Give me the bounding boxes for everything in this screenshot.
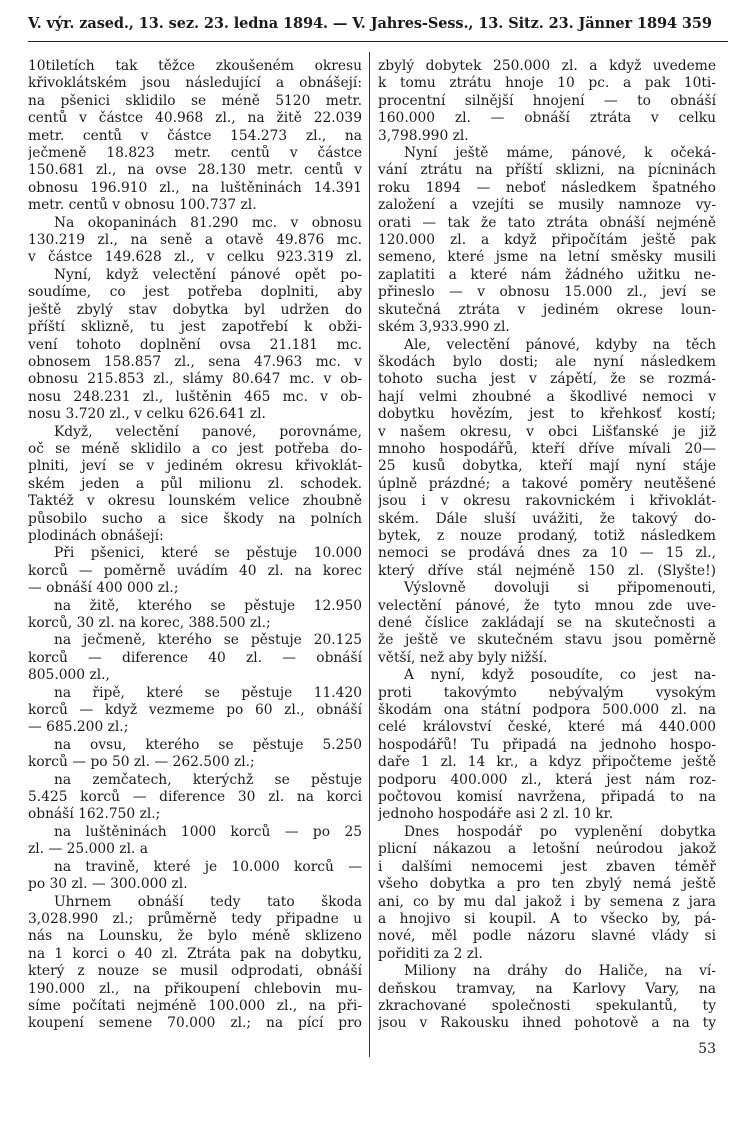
text-line: nové, měl podle názoru slavné vlády si xyxy=(378,928,716,945)
text-line: jednoho hospodáře asi 2 zl. 10 kr. xyxy=(378,806,614,823)
text-line: síme počítati nejméně 100.000 zl., na při- xyxy=(28,997,362,1014)
text-line: k tomu ztrátu hnoje 10 pc. a pak 10ti- xyxy=(378,75,716,92)
text-line: daře 1 zl. 14 kr., a kdyz připočteme ještě xyxy=(378,754,716,771)
text-line: ském. Dále sluší uvážiti, že takový do- xyxy=(378,510,716,527)
text-line: na travině, které je 10.000 korců — xyxy=(54,858,362,875)
text-line: škodách bylo dosti; ale nyní následkem xyxy=(378,353,716,370)
text-line: působilo sucho a sice škody na polních xyxy=(28,510,362,527)
text-line: 3,028.990 zl.; průměrně tedy připadne u xyxy=(28,910,362,927)
text-line: škodám ona státní podpora 500.000 zl. na xyxy=(378,702,716,719)
text-line: zl. — 25.000 zl. a xyxy=(28,841,148,858)
text-line: Dnes hospodář po vyplenění dobytka xyxy=(404,823,716,840)
text-line: ském jeden a půl milionu zl. schodek. xyxy=(28,475,362,492)
text-line: že ještě ve skutečném stavu jsou poměrně xyxy=(378,632,716,649)
text-line: obnosu 196.910 zl., na luštěninách 14.391 xyxy=(28,179,362,196)
text-line: korců — když vezmeme po 60 zl., obnáší xyxy=(28,702,362,719)
text-line: jsou i v okresu rakovnickém i křivoklát- xyxy=(378,493,716,510)
text-line: proti takovýmto nebývalým vysokým xyxy=(378,684,716,701)
text-line: Na okopaninách 81.290 mc. v obnosu xyxy=(54,214,362,231)
text-line: velectění pánové, že tyto mnou zde uve- xyxy=(378,597,716,614)
text-line: na ovsu, kterého se pěstuje 5.250 xyxy=(54,736,362,753)
text-line: 10tiletích tak těžce zkoušeném okresu xyxy=(28,58,362,74)
text-line: obnáší 162.750 zl.; xyxy=(28,806,161,823)
left-column xyxy=(28,58,362,1033)
text-line: přineslo — v obnosu 15.000 zl., jeví se xyxy=(378,284,716,301)
text-line: hají velmi zhoubné a škodlivé nemoci v xyxy=(378,388,716,405)
text-line: ječmeně 18.823 metr. centů v částce xyxy=(28,145,362,162)
text-line: obnosem 158.857 zl., sena 47.963 mc. v xyxy=(28,353,362,370)
text-line: zbylý dobytek 250.000 zl. a když uvedeme xyxy=(378,58,716,74)
text-line: který z nouze se musil odprodati, obnáší xyxy=(28,963,362,980)
text-line: nemoci se prodává dnes za 10 — 15 zl., xyxy=(378,545,716,562)
text-line: — 685.200 zl.; xyxy=(28,719,129,736)
text-line: 805.000 zl., xyxy=(28,667,110,684)
text-line: Miliony na dráhy do Haliče, na ví- xyxy=(404,963,716,980)
text-line: metr. centů v obnosu 100.737 zl. xyxy=(28,197,257,214)
text-line: příští sklizně, tu jest zapotřebí k obži- xyxy=(28,319,362,336)
text-line: ském 3,933.990 zl. xyxy=(378,319,510,336)
text-line: pořiditi za 2 zl. xyxy=(378,945,483,962)
text-line: vání ztrátu na příští sklizni, na pícninách xyxy=(378,162,716,179)
text-line: zaplatiti a které nám žádného užitku ne- xyxy=(378,266,716,283)
text-line: i dalšími nemocemi jest zbaven téměř xyxy=(378,858,716,875)
text-line: podporu 400.000 zl., která jest nám roz- xyxy=(378,771,716,788)
text-line: dené číslice zakládají se na skutečnosti a xyxy=(378,615,716,631)
page-number: 53 xyxy=(698,1041,716,1057)
text-line: 130.219 zl., na seně a otavě 49.876 mc. xyxy=(28,232,362,249)
column-divider xyxy=(369,52,370,1057)
text-line: plniti, jeví se v jediném okresu křivoklát- xyxy=(28,458,362,475)
text-line: úplně prázdné; a takové poměry neutěšené xyxy=(378,475,716,492)
text-line: 5.425 korců — diference 30 zl. na korci xyxy=(28,789,362,806)
text-line: po 30 zl. — 300.000 zl. xyxy=(28,876,188,893)
text-line: hospodářů! Tu připadá na jednoho hospo- xyxy=(378,736,716,753)
text-line: 25 kusů dobytka, kteří mají nyní stáje xyxy=(378,458,716,475)
text-line: plicní nákazou a letošní neúrodou jakož xyxy=(378,841,716,858)
text-line: skutečná ztráta v jediném okrese loun- xyxy=(378,301,716,318)
text-line: — obnáší 400 000 zl.; xyxy=(28,580,179,597)
text-line: bytek, z nouze prodaný, totiž následkem xyxy=(378,527,716,544)
text-line: oč se méně sklidilo a co jest potřeba do- xyxy=(28,440,362,457)
text-line: procentní silnější hnojení — to obnáší xyxy=(378,92,716,109)
text-line: plodinách obnášejí: xyxy=(28,527,164,544)
text-line: 120.000 zl. a když připočítám ještě pak xyxy=(378,232,716,249)
header-rule xyxy=(28,41,728,42)
text-line: dobytku hovězím, jest to křehkosť kostí; xyxy=(378,406,716,423)
text-line: soudíme, co jest potřeba doplniti, aby xyxy=(28,284,362,301)
text-line: a hnojivo si koupil. A to všecko by, pá- xyxy=(378,910,716,927)
text-line: roku 1894 — neboť následkem špatného xyxy=(378,179,716,196)
text-line: celé království české, které má 440.000 xyxy=(378,719,716,736)
text-line: A nyní, když posoudíte, co jest na- xyxy=(404,667,716,684)
text-line: na luštěninách 1000 korců — po 25 xyxy=(54,823,362,840)
text-line: centů v částce 40.968 zl., na žitě 22.039 xyxy=(28,110,362,127)
text-line: Výslovně dovoluji si připomenouti, xyxy=(404,580,716,597)
text-line: větší, než aby byly nižší. xyxy=(378,649,548,666)
text-line: nosu 248.231 zl., luštěnin 465 mc. v ob- xyxy=(28,388,362,405)
text-line: nás na Lounsku, že bylo méně sklizeno xyxy=(28,928,362,945)
text-line: korců — poměrně uvádím 40 zl. na korec xyxy=(28,562,362,579)
text-line: Taktéž v okresu lounském velice zhoubně xyxy=(28,493,362,510)
text-line: ještě zbylý stav dobytka byl udržen do xyxy=(28,301,362,318)
text-line: korců, 30 zl. na korec, 388.500 zl.; xyxy=(28,615,271,631)
text-line: semeno, které jsme na letní směsky musili xyxy=(378,249,716,266)
text-line: na řipě, které se pěstuje 11.420 xyxy=(54,684,362,701)
text-line: metr. centů v částce 154.273 zl., na xyxy=(28,127,362,144)
text-line: 190.000 zl., na přikoupení chlebovin mu- xyxy=(28,980,362,997)
page-header: V. výr. zased., 13. sez. 23. ledna 1894. — V. Jahres-Sess., 13. Sitz. 23. Jänner 1894 359 xyxy=(28,15,712,32)
text-line: Nyní, když velectění pánové opět po- xyxy=(54,266,362,283)
text-line: ani, co by mu dal jakož i by semena z jara xyxy=(378,893,716,910)
text-line: koupení semene 70.000 zl.; na pící pro xyxy=(28,1015,362,1032)
text-line: korců — diference 40 zl. — obnáší xyxy=(28,649,362,666)
text-line: který dříve stál nejméně 150 zl. (Slyšte!) xyxy=(378,562,716,579)
text-line: 150.681 zl., na ovse 28.130 metr. centů v xyxy=(28,162,362,179)
text-line: na žitě, kterého se pěstuje 12.950 xyxy=(54,597,362,614)
text-line: vení tohoto doplnění ovsa 21.181 mc. xyxy=(28,336,362,353)
text-line: Úhrnem obnáší tedy tato škoda xyxy=(54,893,362,910)
text-line: na pšenici sklidilo se méně 5120 metr. xyxy=(28,92,362,109)
text-line: založení a vzejíti se musily namnoze vy- xyxy=(378,197,716,214)
right-column xyxy=(378,58,716,1033)
text-line: jsou v Rakousku ihned pohotově a na ty xyxy=(378,1015,716,1032)
text-line: počtovou komisí navržena, připadá to na xyxy=(378,789,716,806)
text-line: orati — tak že tato ztráta obnáší nejméně xyxy=(378,214,716,231)
text-line: 160.000 zl. — obnáší ztráta v celku xyxy=(378,110,716,127)
text-line: korců — po 50 zl. — 262.500 zl.; xyxy=(28,754,255,771)
text-line: 3,798.990 zl. xyxy=(378,127,469,144)
text-line: na zemčatech, kterýchž se pěstuje xyxy=(54,771,362,788)
text-line: v našem okresu, v obci Lišťanské je již xyxy=(378,423,716,440)
text-line: nosu 3.720 zl., v celku 626.641 zl. xyxy=(28,406,266,423)
text-line: na ječmeně, kterého se pěstuje 20.125 xyxy=(54,632,362,649)
text-line: tohoto sucha jest v zápětí, že se rozmá- xyxy=(378,371,716,388)
text-line: zkrachované společnosti spekulantů, ty xyxy=(378,997,716,1014)
text-line: Při pšenici, které se pěstuje 10.000 xyxy=(54,545,362,562)
text-line: všeho dobytka a pro ten zbylý nemá ještě xyxy=(378,876,716,893)
text-line: na 1 korci o 40 zl. Ztráta pak na dobytku, xyxy=(28,945,362,962)
text-line: Nyní ještě máme, pánové, k očeká- xyxy=(404,145,716,162)
text-line: Když, velectění panové, porovnáme, xyxy=(54,423,362,440)
text-line: mnoho hospodářů, kteří dříve mívali 20— xyxy=(378,440,716,457)
text-line: v částce 149.628 zl., v celku 923.319 zl. xyxy=(28,249,362,266)
text-line: křivoklátském jsou následující a obnášejí: xyxy=(28,75,362,92)
text-line: Ale, velectění pánové, kdyby na těch xyxy=(404,336,716,353)
text-line: deňskou tramvay, na Karlovy Vary, na xyxy=(378,980,716,997)
text-line: obnosu 215.853 zl., slámy 80.647 mc. v ob- xyxy=(28,371,362,388)
